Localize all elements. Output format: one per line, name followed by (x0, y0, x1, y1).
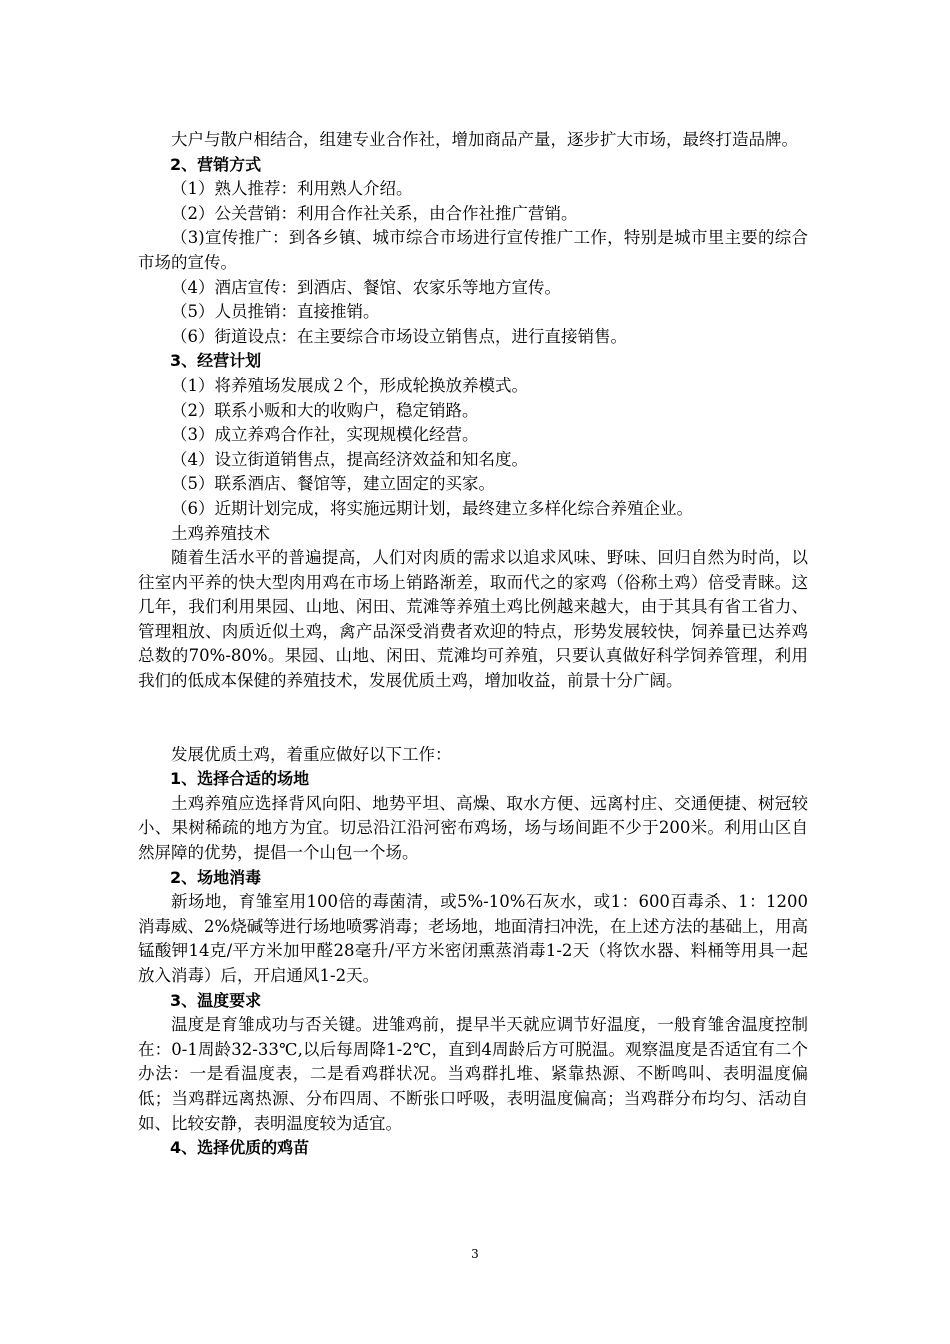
list-item: （4）酒店宣传：到酒店、餐馆、农家乐等地方宣传。 (171, 277, 561, 297)
intro-paragraph: 大户与散户相结合，组建专业合作社，增加商品产量，逐步扩大市场，最终打造品牌。 (171, 130, 798, 149)
spacer (138, 694, 808, 743)
plan-heading: 3、经营计划 (170, 351, 262, 371)
disinfect-heading: 2、场地消毒 (170, 867, 262, 887)
list-item: （3）成立养鸡合作社，实现规模化经营。 (171, 425, 479, 445)
chick-heading: 4、选择优质的鸡苗 (170, 1138, 310, 1158)
site-heading: 1、选择合适的场地 (170, 769, 310, 789)
list-item: （6）街道设点：在主要综合市场设立销售点，进行直接销售。 (171, 326, 627, 346)
temperature-paragraph: 温度是育雏成功与否关键。进雏鸡前，提早半天就应调节好温度，一般育雏舍温度控制在：0-1周龄32-33℃,以后每周降1-2℃，直到4周龄后方可脱温。观察温度是否适宜有二个办法：一是看温度表，二是看鸡群状况。当鸡群扎堆、紧靠热源、不断鸣叫、表明温度偏低；当鸡群远离热源、分布四周、不断张口呼吸，表明温度偏高；当鸡群分布均匀、活动自如、比较安静，表明温度较为适宜。 (138, 1015, 808, 1133)
list-item: （6）近期计划完成，将实施远期计划，最终建立多样化综合养殖企业。 (171, 498, 693, 518)
list-item: （2）公关营销：利用合作社关系，由合作社推广营销。 (171, 203, 578, 223)
disinfect-paragraph: 新场地，育雏室用100倍的毒菌清，或5%-10%石灰水，或1：600百毒杀、1：1200消毒威、2%烧碱等进行场地喷雾消毒；老场地，地面清扫冲洗，在上述方法的基础上，用高锰酸钾14克/平方米加甲醛28毫升/平方米密闭熏蒸消毒1-2天（将饮水器、料桶等用具一起放入消毒）后，开启通风1-2天。 (138, 892, 808, 985)
section-title: 土鸡养殖技术 (171, 523, 270, 543)
temperature-heading: 3、温度要求 (170, 990, 262, 1010)
site-paragraph: 土鸡养殖应选择背风向阳、地势平坦、高燥、取水方便、远离村庄、交通便捷、树冠较小、果树稀疏的地方为宜。切忌沿江沿河密布鸡场，场与场间距不少于200米。利用山区自然屏障的优势，提倡一个山包一个场。 (138, 793, 808, 863)
page-number: 3 (471, 1247, 479, 1261)
tech-paragraph: 随着生活水平的普遍提高，人们对肉质的需求以追求风味、野味、回归自然为时尚，以往室内平养的快大型肉用鸡在市场上销路渐差，取而代之的家鸡（俗称土鸡）倍受青睐。这几年，我们利用果园、山地、闲田、荒滩等养殖土鸡比例越来越大，由于其具有省工省力、管理粗放、肉质近似土鸡，禽产品深受消费者欢迎的特点，形势发展较快，饲养量已达养鸡总数的70%-80%。果园、山地、闲田、荒滩均可养殖，只要认真做好科学饲养管理，利用我们的低成本保健的养殖技术，发展优质土鸡，增加收益，前景十分广阔。 (138, 548, 808, 691)
marketing-heading: 2、营销方式 (170, 154, 262, 174)
list-item: （4）设立街道销售点，提高经济效益和知名度。 (171, 449, 528, 469)
list-item: （5）人员推销：直接推销。 (171, 302, 380, 322)
list-item: （2）联系小贩和大的收购户，稳定销路。 (171, 400, 479, 420)
list-item: （1）将养殖场发展成２个，形成轮换放养模式。 (171, 375, 528, 395)
document-body (138, 128, 808, 1161)
list-item: （1）熟人推荐：利用熟人介绍。 (171, 179, 413, 199)
list-item: （3)宣传推广：到各乡镇、城市综合市场进行宣传推广工作，特别是城市里主要的综合市场的宣传。 (138, 228, 808, 272)
list-item: （5）联系酒店、餐馆等，建立固定的买家。 (171, 474, 495, 494)
work-intro: 发展优质土鸡，着重应做好以下工作： (171, 744, 452, 764)
